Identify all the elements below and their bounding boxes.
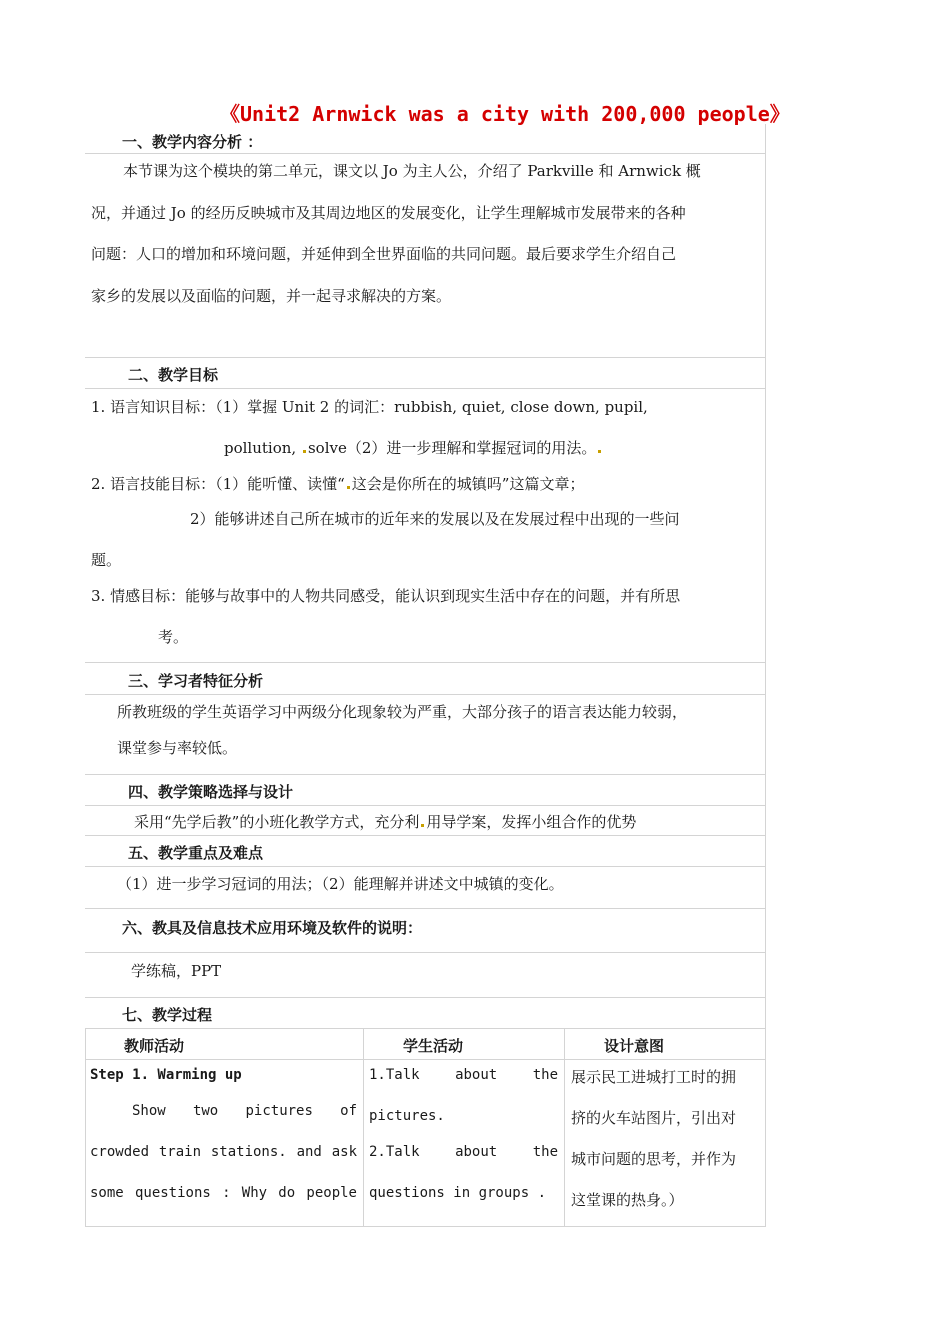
paragraph-line: 本节课为这个模块的第二单元，课文以 Jo 为主人公，介绍了 Parkville 和 Arnwick 概 bbox=[123, 162, 701, 180]
divider bbox=[85, 952, 765, 953]
divider bbox=[85, 388, 765, 389]
divider bbox=[85, 1028, 765, 1029]
cell-line: crowded train stations. and ask bbox=[90, 1144, 357, 1160]
section-heading: 六、教具及信息技术应用环境及软件的说明： bbox=[122, 919, 423, 937]
section-heading: 四、教学策略选择与设计 bbox=[128, 783, 294, 801]
paragraph-line: 所教班级的学生英语学习中两级分化现象较为严重，大部分孩子的语言表达能力较弱， bbox=[117, 703, 688, 721]
paragraph-line: 学练稿，PPT bbox=[131, 962, 222, 980]
divider bbox=[85, 694, 765, 695]
marker-dot bbox=[598, 450, 601, 453]
section-heading: 七、教学过程 bbox=[122, 1006, 213, 1024]
paragraph-line: 家乡的发展以及面临的问题，并一起寻求解决的方案。 bbox=[91, 287, 452, 305]
divider bbox=[85, 908, 765, 909]
goal-line: 2）能够讲述自己所在城市的近年来的发展以及在发展过程中出现的一些问 bbox=[190, 510, 680, 528]
cell-line: 展示民工进城打工时的拥 bbox=[571, 1068, 737, 1086]
goal-line: 题。 bbox=[91, 551, 122, 569]
cell-line: 2.Talk about the bbox=[369, 1144, 558, 1160]
divider bbox=[85, 1226, 765, 1227]
cell-line: some questions : Why do people bbox=[90, 1185, 357, 1201]
section-heading: 三、学习者特征分析 bbox=[128, 672, 264, 690]
document-title: 《Unit2 Arnwick was a city with 200,000 people》 bbox=[220, 102, 790, 126]
paragraph-line: （1）进一步学习冠词的用法；（2）能理解并讲述文中城镇的变化。 bbox=[117, 875, 564, 893]
marker-dot bbox=[303, 450, 306, 453]
goal-text: 这会是你所在的城镇吗”这篇文章； bbox=[351, 475, 585, 493]
cell-line: 1.Talk about the bbox=[369, 1067, 558, 1083]
table-left-border bbox=[85, 1028, 86, 1226]
section-heading: 五、教学重点及难点 bbox=[128, 844, 264, 862]
divider bbox=[85, 997, 765, 998]
cell-text: Show two pictures of bbox=[132, 1103, 357, 1119]
divider bbox=[85, 774, 765, 775]
goal-line: 3. 情感目标：能够与故事中的人物共同感受，能认识到现实生活中存在的问题，并有所思 bbox=[91, 587, 681, 605]
column-header: 教师活动 bbox=[124, 1037, 185, 1055]
cell-line: 城市问题的思考，并作为 bbox=[571, 1150, 737, 1168]
paragraph-line: 况，并通过 Jo 的经历反映城市及其周边地区的发展变化，让学生理解城市发展带来的各种 bbox=[91, 204, 686, 222]
divider bbox=[85, 357, 765, 358]
paragraph-line: 课堂参与率较低。 bbox=[117, 739, 238, 757]
goal-line: 1. 语言知识目标：（1）掌握 Unit 2 的词汇：rubbish, quiet, close down, pupil, bbox=[91, 398, 648, 416]
goal-text: pollution, bbox=[224, 439, 297, 457]
goal-text: 2. 语言技能目标：（1）能听懂、读懂“ bbox=[91, 475, 345, 493]
paragraph-text: 用导学案，发挥小组合作的优势 bbox=[426, 813, 637, 831]
cell-line: 挤的火车站图片，引出对 bbox=[571, 1109, 737, 1127]
step-title: Step 1. Warming up bbox=[90, 1067, 242, 1083]
cell-line bbox=[90, 1103, 357, 1119]
column-header: 学生活动 bbox=[403, 1037, 464, 1055]
column-header: 设计意图 bbox=[604, 1037, 665, 1055]
column-divider bbox=[363, 1028, 364, 1226]
divider bbox=[85, 1059, 765, 1060]
divider bbox=[85, 153, 765, 154]
paragraph-text: 采用“先学后教”的小班化教学方式，充分利 bbox=[134, 813, 420, 831]
goal-line bbox=[91, 473, 584, 494]
marker-dot bbox=[421, 824, 424, 827]
marker-dot bbox=[347, 486, 350, 489]
divider bbox=[85, 835, 765, 836]
goal-text: solve（2）进一步理解和掌握冠词的用法。 bbox=[307, 439, 597, 457]
cell-line: questions in groups . bbox=[369, 1185, 547, 1201]
goal-line bbox=[224, 437, 603, 458]
column-divider bbox=[564, 1028, 565, 1226]
table-right-border bbox=[765, 124, 766, 1227]
paragraph-line bbox=[134, 811, 636, 832]
cell-line: pictures. bbox=[369, 1108, 445, 1124]
cell-line: 这堂课的热身。） bbox=[571, 1191, 684, 1209]
section-heading: 一、教学内容分析 ： bbox=[122, 133, 263, 151]
divider bbox=[85, 866, 765, 867]
section-heading: 二、教学目标 bbox=[128, 366, 219, 384]
paragraph-line: 问题：人口的增加和环境问题，并延伸到全世界面临的共同问题。最后要求学生介绍自己 bbox=[91, 245, 677, 263]
divider bbox=[85, 662, 765, 663]
divider bbox=[85, 805, 765, 806]
goal-line: 考。 bbox=[158, 628, 189, 646]
